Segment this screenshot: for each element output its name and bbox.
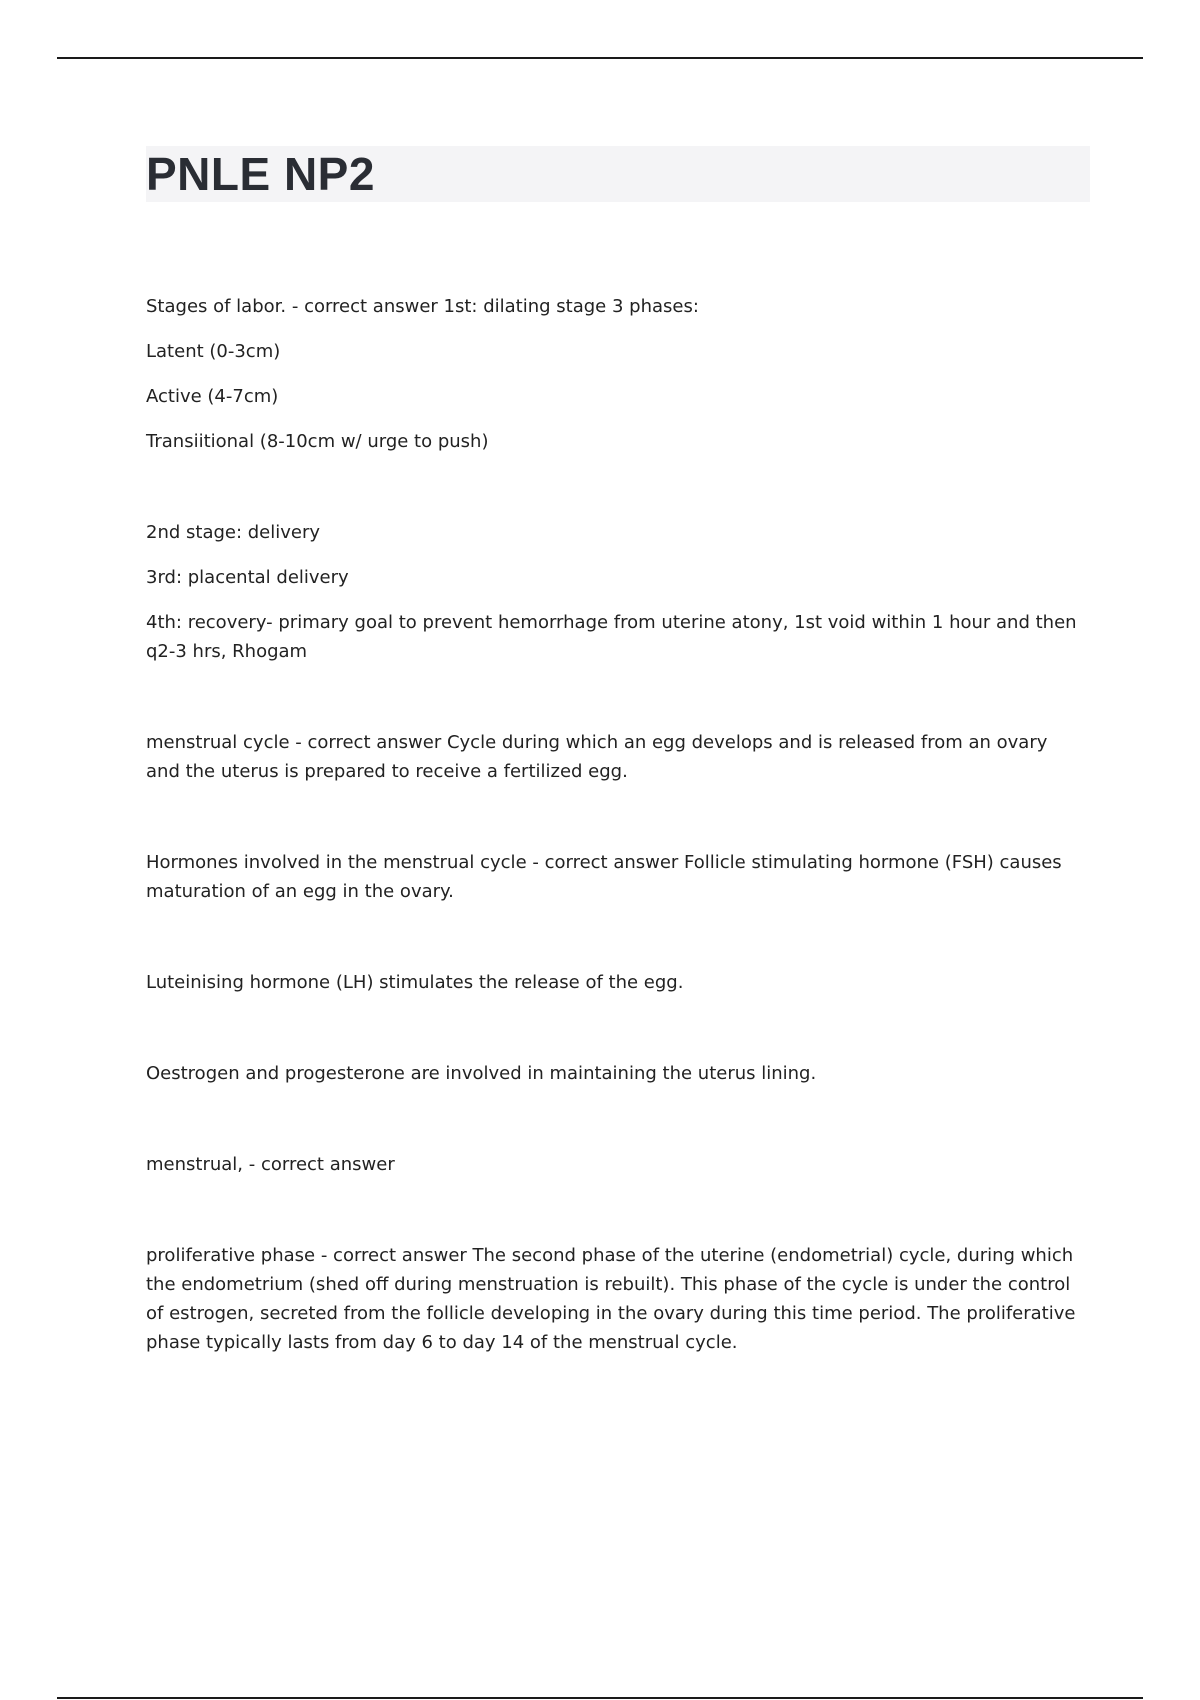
paragraph-hormones: Hormones involved in the menstrual cycle - correct answer Follicle stimulating hormone (FSH) causes maturation of an egg in the ovary. <box>146 852 1062 902</box>
paragraph-proliferative-phase: proliferative phase - correct answer The second phase of the uterine (endometrial) cycle, during which the endometrium (shed off during menstruation is rebuilt). This phase of the cycle is under the control of estrogen, secreted from the follicle developing in the ovary during this time period. The proliferative phase typically lasts from day 6 to day 14 of the menstrual cycle. <box>146 1245 1076 1353</box>
paragraph-stages-of-labor: Stages of labor. - correct answer 1st: dilating stage 3 phases: <box>146 296 699 317</box>
paragraph-luteinising-hormone: Luteinising hormone (LH) stimulates the release of the egg. <box>146 972 684 993</box>
paragraph-oestrogen: Oestrogen and progesterone are involved in maintaining the uterus lining. <box>146 1063 817 1084</box>
paragraph-active: Active (4-7cm) <box>146 386 279 407</box>
page-title: PNLE NP2 <box>146 148 375 200</box>
spacer <box>146 472 1086 518</box>
spacer <box>146 1013 1086 1059</box>
spacer <box>146 1104 1086 1150</box>
paragraph-transitional: Transiitional (8-10cm w/ urge to push) <box>146 431 489 452</box>
spacer <box>146 682 1086 728</box>
spacer <box>146 1195 1086 1241</box>
header-rule <box>57 57 1143 59</box>
spacer <box>146 922 1086 968</box>
spacer <box>146 802 1086 848</box>
paragraph-latent: Latent (0-3cm) <box>146 341 281 362</box>
footer-rule <box>57 1697 1143 1699</box>
paragraph-menstrual-cycle: menstrual cycle - correct answer Cycle during which an egg develops and is released from an ovary and the uterus is prepared to receive a fertilized egg. <box>146 732 1048 782</box>
document-body <box>146 292 1086 1373</box>
paragraph-second-stage: 2nd stage: delivery <box>146 522 321 543</box>
paragraph-fourth-stage: 4th: recovery- primary goal to prevent hemorrhage from uterine atony, 1st void within 1 hour and then q2-3 hrs, Rhogam <box>146 612 1077 662</box>
paragraph-third-stage: 3rd: placental delivery <box>146 567 349 588</box>
paragraph-menstrual: menstrual, - correct answer <box>146 1154 395 1175</box>
